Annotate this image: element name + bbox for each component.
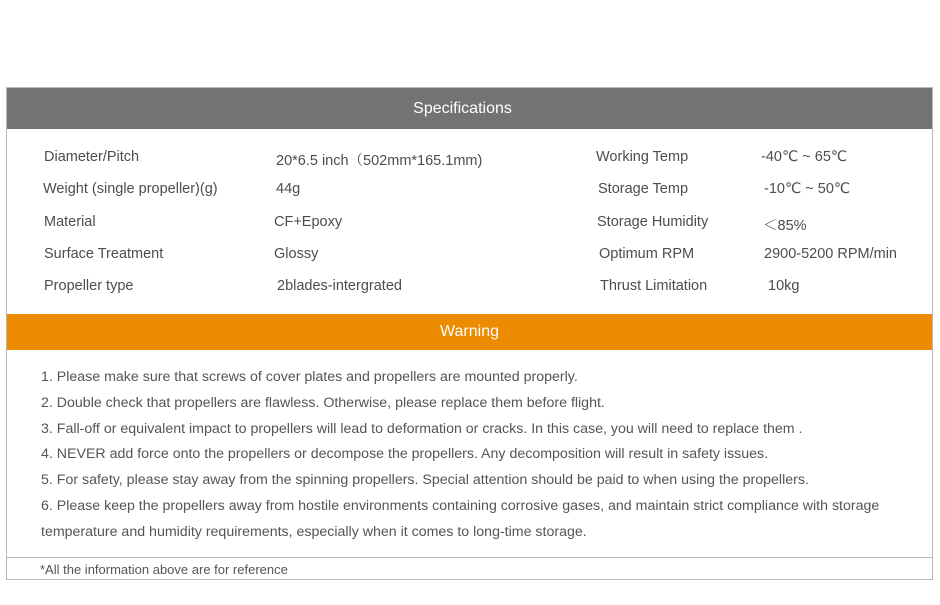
warning-item: 6. Please keep the propellers away from hostile environments containing corrosive gases, and maintain strict compliance with storage temperature and humidity requirements, especially when it comes to long-time storage.	[41, 497, 880, 540]
spec-sheet	[6, 87, 933, 580]
warning-list	[41, 365, 921, 546]
warning-item: 5. For safety, please stay away from the spinning propellers. Special attention should be paid to when using the propellers.	[41, 472, 809, 489]
spec-label: Diameter/Pitch	[44, 149, 140, 165]
specifications-title: Specifications	[413, 99, 512, 117]
spec-label-right: Optimum RPM	[599, 246, 695, 262]
warning-item: 4. NEVER add force onto the propellers or decompose the propellers. Any decomposition will result in safety issues.	[41, 446, 769, 463]
warning-item: 3. Fall-off or equivalent impact to propellers will lead to deformation or cracks. In this case, you will need to replace them .	[41, 420, 803, 437]
spec-label-right: Working Temp	[596, 149, 689, 165]
spec-row-propeller-type	[7, 278, 932, 300]
spec-label: Propeller type	[44, 278, 134, 294]
spec-value: Glossy	[274, 246, 319, 262]
spec-label: Weight (single propeller)(g)	[43, 181, 218, 197]
footnote: *All the information above are for reference	[40, 562, 288, 577]
warning-header	[7, 314, 932, 350]
spec-row-weight	[7, 181, 932, 203]
spec-value: 2blades-intergrated	[277, 278, 402, 294]
spec-value-right: 10kg	[768, 278, 800, 294]
footnote-divider	[7, 557, 932, 558]
spec-row-surface	[7, 246, 932, 268]
warning-item: 2. Double check that propellers are flawless. Otherwise, please replace them before flight.	[41, 394, 605, 411]
spec-value: 44g	[276, 181, 301, 197]
spec-label-right: Storage Temp	[598, 181, 689, 197]
spec-label-right: Thrust Limitation	[600, 278, 708, 294]
spec-value-right: ＜85%	[763, 218, 807, 234]
specifications-header	[7, 88, 932, 129]
warning-item: 1. Please make sure that screws of cover plates and propellers are mounted properly.	[41, 369, 578, 385]
spec-value-right: -40℃ ~ 65℃	[761, 149, 848, 165]
spec-label: Surface Treatment	[44, 246, 164, 262]
spec-label-right: Storage Humidity	[597, 214, 709, 230]
spec-value: 20*6.5 inch（502mm*165.1mm)	[276, 153, 483, 169]
spec-row-diameter	[7, 149, 932, 171]
spec-row-material	[7, 214, 932, 236]
spec-label: Material	[44, 214, 96, 230]
spec-value-right: 2900-5200 RPM/min	[764, 246, 897, 262]
warning-title: Warning	[440, 323, 499, 340]
spec-value-right: -10℃ ~ 50℃	[764, 181, 851, 197]
spec-value: CF+Epoxy	[274, 214, 343, 230]
